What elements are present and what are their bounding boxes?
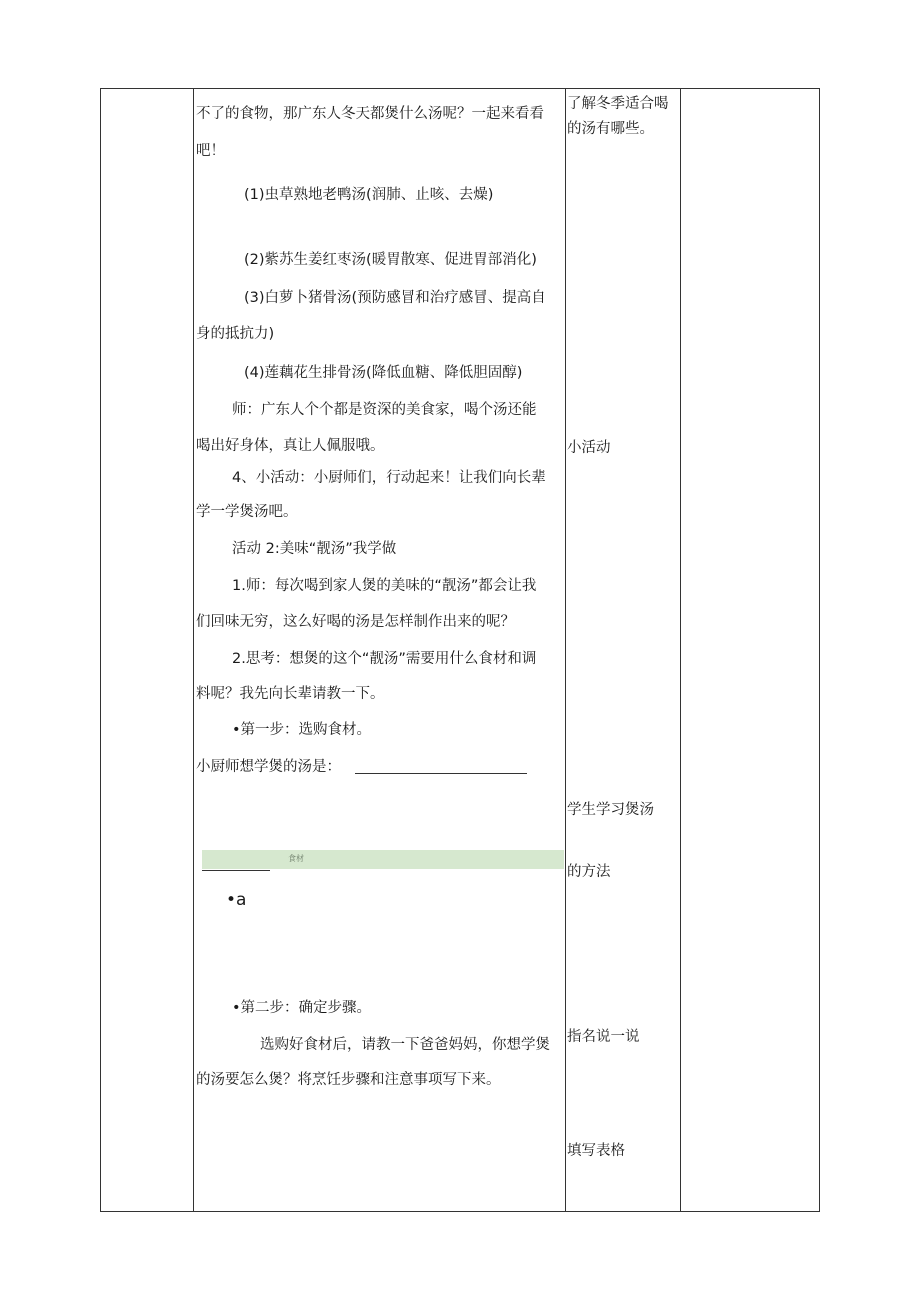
paragraph-line: 身的抵抗力) [196,326,275,342]
note-line: 的方法 [567,864,611,880]
paragraph-line: 2.思考：想煲的这个“靓汤”需要用什么食材和调 [232,651,537,667]
column-divider [680,88,681,1212]
note-line: 小活动 [567,440,611,456]
soup-item-4: (4)莲藕花生排骨汤(降低血糖、降低胆固醇) [244,365,523,381]
food-label: 食材 [288,854,304,863]
paragraph-line: 喝出好身体，真让人佩服哦。 [196,438,385,454]
column-divider [565,88,566,1212]
soup-item-3: (3)白萝卜猪骨汤(预防感冒和治疗感冒、提高自 [244,290,546,306]
paragraph-line: 不了的食物，那广东人冬天都煲什么汤呢？一起来看看 [196,106,544,122]
paragraph-line: 吧！ [196,143,225,159]
column-divider [193,88,194,1212]
paragraph-line: 料呢？我先向长辈请教一下。 [196,686,385,702]
activity-heading: 活动 2:美味“靓汤”我学做 [232,541,397,557]
note-line: 指名说一说 [567,1029,640,1045]
paragraph-line: 师：广东人个个都是资深的美食家，喝个汤还能 [232,402,537,418]
note-line: 学生学习煲汤 [567,802,654,818]
soup-item-2: (2)紫苏生姜红枣汤(暖胃散寒、促进胃部消化) [244,252,537,268]
note-line: 的汤有哪些。 [567,121,654,137]
paragraph-line: 们回味无穷，这么好喝的汤是怎样制作出来的呢？ [196,614,515,630]
paragraph-line: 选购好食材后，请教一下爸爸妈妈，你想学煲 [260,1037,550,1053]
food-table-header [202,850,564,869]
soup-name-blank[interactable] [355,773,527,774]
note-line: 了解冬季适合喝 [567,96,669,112]
bullet-a: •a [226,890,247,910]
paragraph-line: 4、小活动：小厨师们，行动起来！让我们向长辈 [232,470,546,486]
food-blank[interactable] [202,870,270,871]
soup-name-prompt: 小厨师想学煲的汤是： [196,759,341,775]
paragraph-line: 的汤要怎么煲？将烹饪步骤和注意事项写下来。 [196,1072,501,1088]
soup-item-1: (1)虫草熟地老鸭汤(润肺、止咳、去燥) [244,187,494,203]
note-line: 填写表格 [567,1143,625,1159]
paragraph-line: 学一学煲汤吧。 [196,504,298,520]
step-one: •第一步：选购食材。 [232,722,372,738]
paragraph-line: 1.师：每次喝到家人煲的美味的“靓汤”都会让我 [232,578,537,594]
step-two: •第二步：确定步骤。 [232,1000,372,1016]
